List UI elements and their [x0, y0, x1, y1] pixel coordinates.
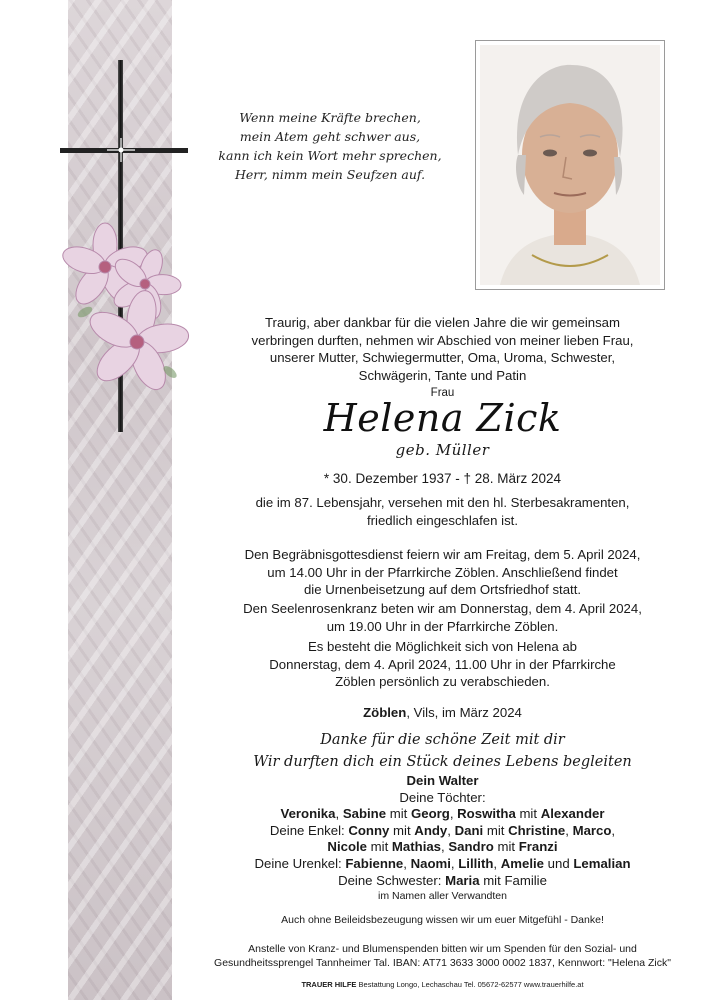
intro-line: Traurig, aber dankbar für die vielen Jahre die wir gemeinsam — [264, 315, 620, 330]
relatives-line: im Namen aller Verwandten — [378, 890, 507, 903]
thanks-line: Danke für die schöne Zeit mit dir — [320, 732, 565, 748]
great-grandchildren-line: Deine Urenkel: Fabienne, Naomi, Lillith, Amelie und Lemalian — [254, 855, 631, 871]
daughters-label: Deine Töchter: — [399, 789, 486, 805]
daughters-line: Veronika, Sabine mit Georg, Roswitha mit Alexander — [280, 806, 605, 822]
death-line: friedlich eingeschlafen ist. — [366, 512, 518, 528]
place-town: Zöblen — [363, 705, 407, 720]
footer-text: Bestattung Longo, Lechaschau Tel. 05672-62577 www.trauerhilfe.at — [356, 980, 584, 989]
grandchildren-line: Nicole mit Mathias, Sandro mit Franzi — [327, 839, 558, 855]
sympathy-text: Auch ohne Beileidsbezeugung wissen wir um euer Mitgefühl - Danke! — [281, 914, 604, 926]
thanks-line: Wir durften dich ein Stück deines Lebens begleiten — [253, 754, 632, 770]
intro-text — [205, 314, 680, 384]
funeral-info — [205, 546, 680, 599]
farewell-line: Es besteht die Möglichkeit sich von Helena ab — [307, 639, 578, 654]
poem-line: mein Atem geht schwer aus, — [239, 129, 421, 144]
intro-line: unserer Mutter, Schwiegermutter, Oma, Uroma, Schwester, — [269, 350, 616, 365]
portrait-frame — [475, 40, 665, 290]
deceased-name: Helena Zick — [323, 396, 562, 440]
intro-line: verbringen durften, nehmen wir Abschied von meiner lieben Frau, — [251, 332, 634, 348]
maiden-name: geb. Müller — [395, 441, 490, 459]
grandchildren-line: Deine Enkel: Conny mit Andy, Dani mit Christine, Marco, — [269, 822, 616, 838]
portrait-photo — [480, 45, 660, 285]
farewell-info — [205, 638, 680, 691]
poem-line: kann ich kein Wort mehr sprechen, — [218, 148, 442, 163]
place-date — [205, 704, 680, 722]
mourners-list — [205, 773, 680, 903]
donation-line: Gesundheitssprengel Tannheimer Tal. IBAN: AT71 3633 3000 0002 1837, Kennwort: "Helena Zick" — [214, 957, 671, 969]
place-rest: , Vils, im März 2024 — [406, 705, 522, 720]
title-word: Frau — [430, 387, 455, 399]
funeral-line: die Urnenbeisetzung auf dem Ortsfriedhof statt. — [303, 582, 582, 597]
donation-line: Anstelle von Kranz- und Blumenspenden bitten wir um Spenden für den Sozial- und — [248, 943, 637, 955]
donation-text — [200, 942, 685, 970]
funeral-line: um 14.00 Uhr in der Pfarrkirche Zöblen. Anschließend findet — [267, 564, 618, 580]
poem-line: Wenn meine Kräfte brechen, — [239, 110, 421, 125]
footer — [205, 980, 680, 990]
sister-line: Deine Schwester: Maria mit Familie — [338, 872, 547, 888]
death-line: die im 87. Lebensjahr, versehen mit den hl. Sterbesakramenten, — [255, 495, 630, 510]
footer-brand: TRAUER HILFE — [301, 980, 357, 989]
poem — [215, 108, 445, 184]
rosary-line: um 19.00 Uhr in der Pfarrkirche Zöblen. — [326, 618, 559, 634]
thanks-text — [205, 729, 680, 773]
rosary-info — [205, 600, 680, 635]
farewell-line: Zöblen persönlich zu verabschieden. — [335, 674, 550, 689]
poem-line: Herr, nimm mein Seufzen auf. — [234, 167, 426, 182]
farewell-line: Donnerstag, dem 4. April 2024, 11.00 Uhr in der Pfarrkirche — [269, 656, 616, 672]
rosary-line: Den Seelenrosenkranz beten wir am Donnerstag, dem 4. April 2024, — [243, 601, 642, 616]
flower-decoration — [45, 222, 190, 422]
death-text — [205, 494, 680, 529]
husband-name: Dein Walter — [406, 773, 479, 788]
intro-line: Schwägerin, Tante und Patin — [358, 367, 527, 383]
funeral-line: Den Begräbnisgottesdienst feiern wir am Freitag, dem 5. April 2024, — [244, 547, 641, 562]
life-dates: * 30. Dezember 1937 - † 28. März 2024 — [323, 471, 562, 486]
